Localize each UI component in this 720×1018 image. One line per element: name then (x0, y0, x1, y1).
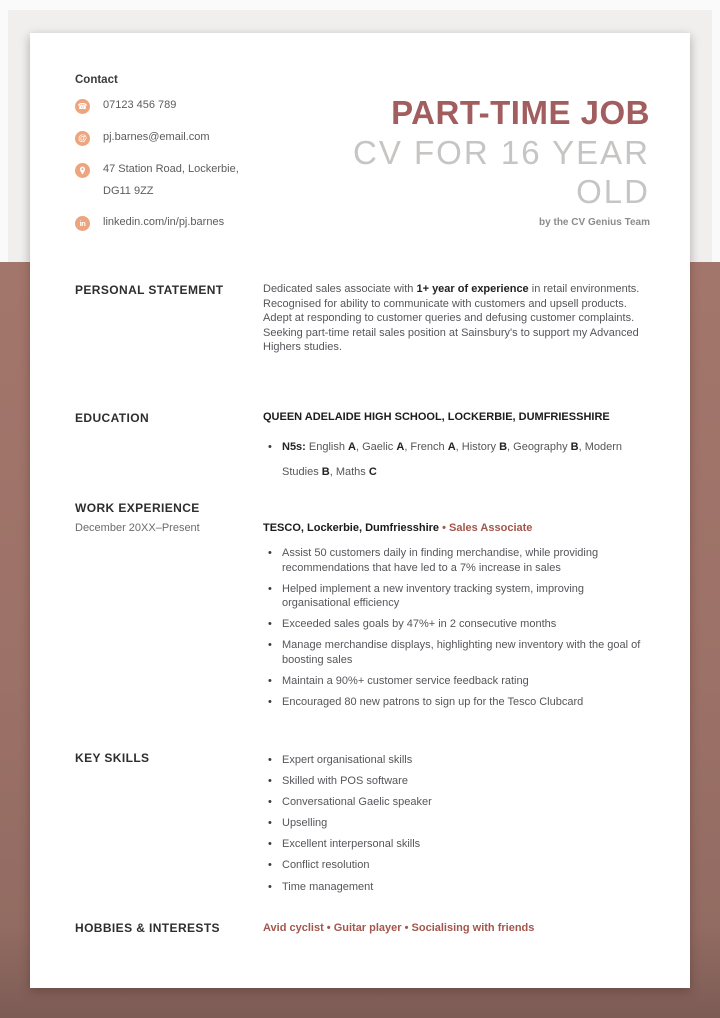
contact-item-text: 47 Station Road, Lockerbie, DG11 9ZZ (103, 163, 239, 197)
phone-icon: ☎ (75, 99, 90, 114)
education-grades-list (263, 435, 650, 485)
job-title: • Sales Associate (442, 522, 533, 534)
contact-list (75, 98, 280, 231)
skill-item: • Conversational Gaelic speaker (263, 795, 650, 810)
section-key-skills (75, 750, 650, 901)
contact-item (75, 215, 280, 231)
skill-item: • Excellent interpersonal skills (263, 837, 650, 852)
education-school: QUEEN ADELAIDE HIGH SCHOOL, LOCKERBIE, DUMFRIESSHIRE (263, 411, 610, 423)
contact-heading: Contact (75, 74, 118, 86)
contact-item (75, 130, 280, 146)
cv-page (30, 33, 690, 988)
work-bullet-item: • Exceeded sales goals by 47%+ in 2 consecutive months (263, 617, 650, 632)
skill-item: • Conflict resolution (263, 858, 650, 873)
section-personal-statement (75, 282, 650, 355)
work-bullet-item: • Assist 50 customers daily in finding merchandise, while providing recommendations that have led to a 7% increase in sales (263, 546, 650, 575)
work-experience-heading: WORK EXPERIENCE (75, 501, 200, 515)
skills-list (263, 753, 650, 894)
section-hobbies (75, 920, 650, 936)
personal-statement-heading: PERSONAL STATEMENT (75, 283, 224, 297)
linkedin-icon: in (75, 216, 90, 231)
cv-title-line1: PART-TIME JOB (391, 94, 650, 131)
employer-name: TESCO, Lockerbie, Dumfriesshire (263, 522, 440, 534)
work-bullet-item: • Manage merchandise displays, highlighting new inventory with the goal of boosting sales (263, 638, 650, 667)
hobbies-text: Avid cyclist • Guitar player • Socialising with friends (263, 922, 535, 934)
byline: by the CV Genius Team (539, 217, 650, 228)
work-employer-role (263, 521, 650, 536)
cv-title-line2: CV FOR 16 YEAR (353, 134, 650, 171)
contact-item (75, 98, 280, 114)
contact-item-text: pj.barnes@email.com (103, 131, 210, 143)
work-bullet-item: • Maintain a 90%+ customer service feedback rating (263, 674, 650, 689)
education-grades-item: • N5s: English A, Gaelic A, French A, History B, Geography B, Modern Studies B, Maths C (263, 435, 650, 485)
contact-item-text: linkedin.com/in/pj.barnes (103, 216, 225, 228)
section-work-experience (75, 500, 650, 716)
cv-title-line3: OLD (576, 173, 650, 210)
work-bullet-item: • Helped implement a new inventory tracking system, improving organisational efficiency (263, 582, 650, 611)
skill-item: • Skilled with POS software (263, 774, 650, 789)
location-icon (75, 163, 90, 178)
skill-item: • Upselling (263, 816, 650, 831)
hobbies-heading: HOBBIES & INTERESTS (75, 921, 220, 935)
work-date-range: December 20XX–Present (75, 522, 200, 534)
contact-item (75, 162, 280, 199)
work-bullet-list (263, 546, 650, 710)
title-block (353, 93, 650, 228)
contact-block (75, 74, 280, 247)
education-heading: EDUCATION (75, 411, 150, 425)
personal-statement-text: Dedicated sales associate with 1+ year of experience in retail environments. Recognised for ability to communicate with customers and upsell products. Adept at responding to customer queries and defusing customer complaints. Seeking part-time retail sales position at Sainsbury's to support my Advanced Highers studies. (263, 283, 640, 354)
email-icon: @ (75, 131, 90, 146)
key-skills-heading: KEY SKILLS (75, 751, 150, 765)
skill-item: • Time management (263, 880, 650, 895)
work-bullet-item: • Encouraged 80 new patrons to sign up for the Tesco Clubcard (263, 695, 650, 710)
skill-item: • Expert organisational skills (263, 753, 650, 768)
section-education (75, 410, 650, 485)
contact-item-text: 07123 456 789 (103, 99, 177, 111)
